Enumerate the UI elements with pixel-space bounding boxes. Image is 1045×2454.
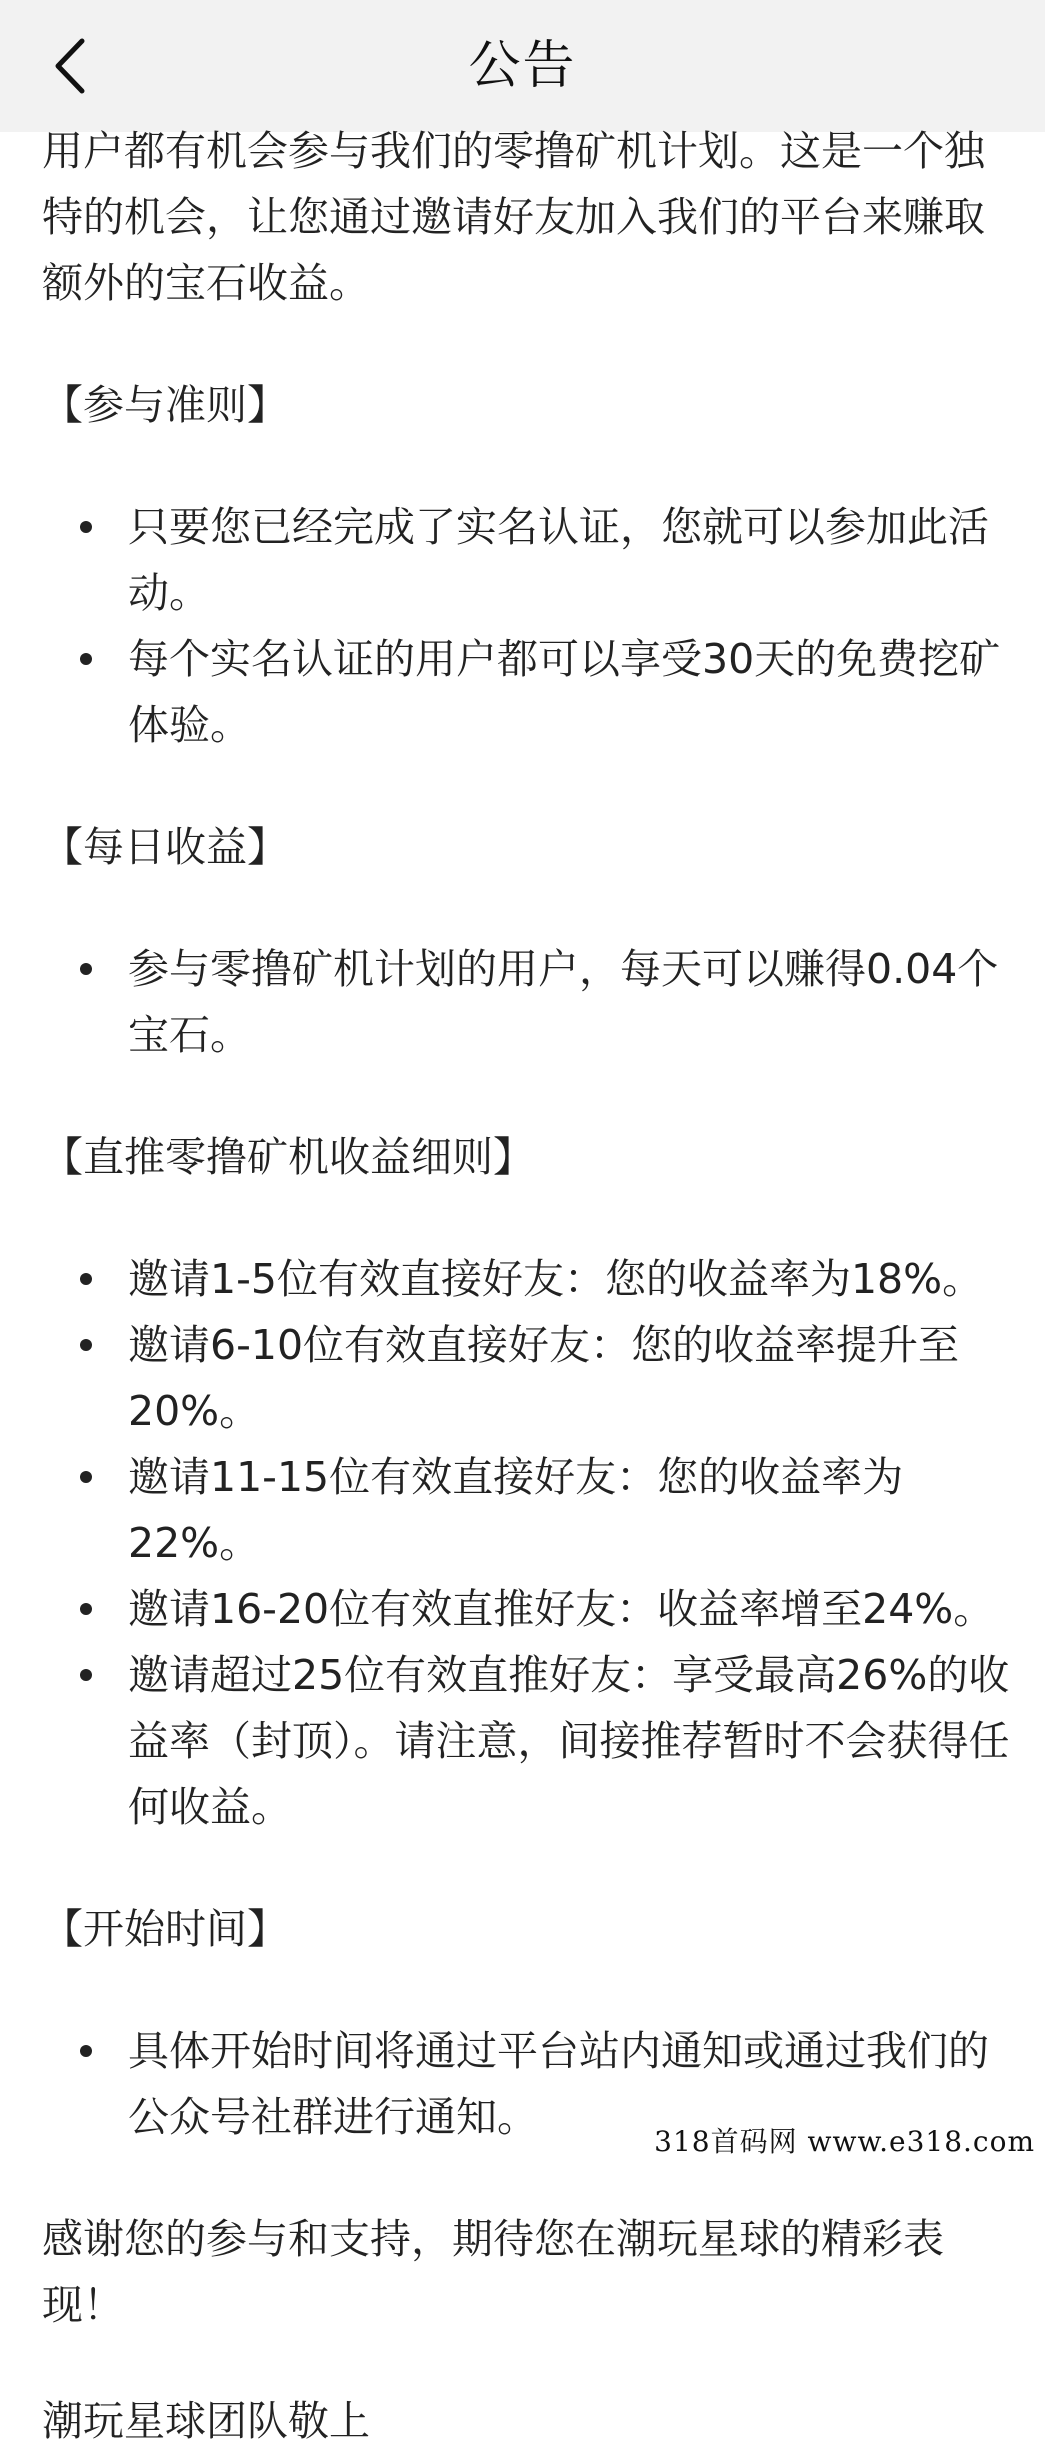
watermark: 318首码网 www.e318.com [654, 2125, 1035, 2158]
bullet-icon [80, 2045, 92, 2057]
signature: 潮玩星球团队敬上 [42, 2397, 370, 2445]
bullet-icon [80, 1603, 92, 1615]
list-item [42, 626, 1017, 758]
list-item-text: 邀请1-5位有效直接好友：您的收益率为18%。 [128, 1255, 984, 1303]
section-daily-earnings [42, 814, 1017, 1068]
list-item-text: 邀请超过25位有效直推好友：享受最高26%的收益率（封顶）。请注意，间接推荐暂时不会获得任何收益。 [128, 1651, 1010, 1831]
top-bar [0, 0, 1045, 132]
bullet-icon [80, 1339, 92, 1351]
list-item-text: 每个实名认证的用户都可以享受30天的免费挖矿体验。 [128, 635, 1001, 749]
list-item [42, 494, 1017, 626]
section-participation [42, 372, 1017, 758]
bullet-icon [80, 653, 92, 665]
bullet-icon [80, 1669, 92, 1681]
list-item-text: 邀请6-10位有效直接好友：您的收益率提升至20%。 [128, 1321, 960, 1435]
list-item-text: 参与零撸矿机计划的用户，每天可以赚得0.04个宝石。 [128, 945, 999, 1059]
bullet-icon [80, 1471, 92, 1483]
announcement-content [42, 118, 1017, 2454]
bullet-list [42, 494, 1017, 758]
section-heading: 【参与准则】 [42, 381, 288, 429]
bullet-list [42, 1246, 1017, 1840]
list-item-text: 具体开始时间将通过平台站内通知或通过我们的公众号社群进行通知。 [128, 2027, 989, 2141]
section-heading: 【直推零撸矿机收益细则】 [42, 1133, 534, 1181]
list-item [42, 1576, 1017, 1642]
bullet-list [42, 936, 1017, 1068]
bullet-icon [80, 1273, 92, 1285]
section-referral-rules [42, 1124, 1017, 1840]
bullet-icon [80, 963, 92, 975]
list-item-text: 邀请16-20位有效直推好友：收益率增至24%。 [128, 1585, 995, 1633]
list-item [42, 1246, 1017, 1312]
list-item [42, 1444, 1017, 1576]
list-item-text: 只要您已经完成了实名认证，您就可以参加此活动。 [128, 503, 989, 617]
list-item [42, 936, 1017, 1068]
list-item [42, 1312, 1017, 1444]
thanks-paragraph: 感谢您的参与和支持，期待您在潮玩星球的精彩表现！ [42, 2215, 944, 2329]
list-item [42, 1642, 1017, 1840]
section-heading: 【每日收益】 [42, 823, 288, 871]
list-item-text: 邀请11-15位有效直接好友：您的收益率为22%。 [128, 1453, 904, 1567]
section-start-time [42, 1896, 1017, 2150]
page-title: 公告 [468, 36, 577, 96]
bullet-icon [80, 521, 92, 533]
section-heading: 【开始时间】 [42, 1905, 288, 1953]
intro-paragraph: 用户都有机会参与我们的零撸矿机计划。这是一个独特的机会，让您通过邀请好友加入我们的平台来赚取额外的宝石收益。 [42, 127, 985, 307]
